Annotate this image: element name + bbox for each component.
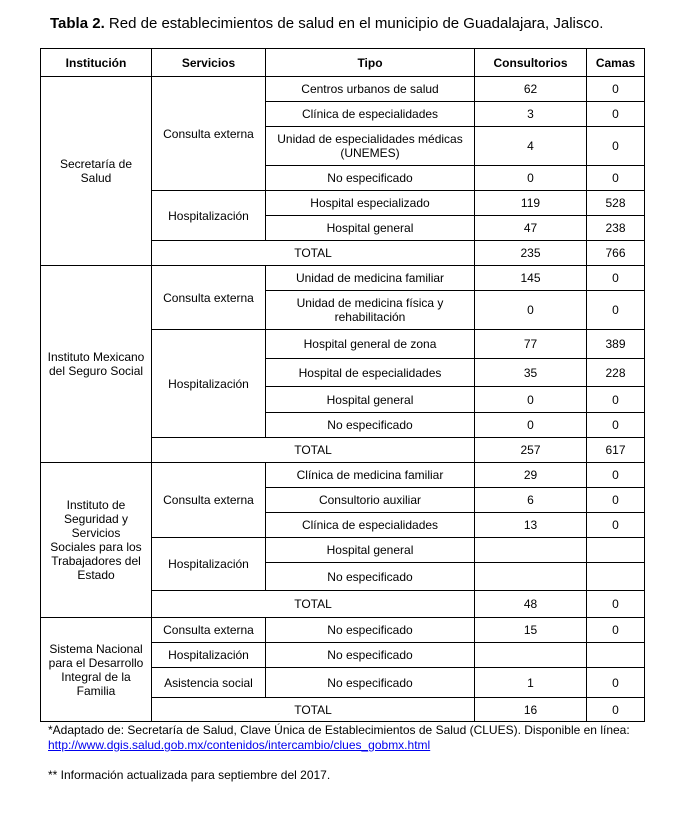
consultorios-cell: 0 bbox=[475, 413, 587, 438]
tipo-cell: No especificado bbox=[266, 618, 475, 643]
table-row bbox=[41, 266, 645, 291]
camas-cell: 528 bbox=[587, 191, 645, 216]
total-label: TOTAL bbox=[152, 591, 475, 618]
consultorios-cell: 3 bbox=[475, 102, 587, 127]
total-label: TOTAL bbox=[152, 241, 475, 266]
source-footnote bbox=[48, 723, 648, 753]
table-row bbox=[41, 618, 645, 643]
camas-cell: 0 bbox=[587, 513, 645, 538]
header-row bbox=[41, 49, 645, 77]
consultorios-cell: 15 bbox=[475, 618, 587, 643]
tipo-cell: Clínica de especialidades bbox=[266, 513, 475, 538]
tipo-cell: Hospital general bbox=[266, 387, 475, 413]
total-camas: 0 bbox=[587, 698, 645, 722]
service-cell: Hospitalización bbox=[152, 538, 266, 591]
tipo-cell: Hospital general bbox=[266, 538, 475, 563]
service-cell: Hospitalización bbox=[152, 643, 266, 668]
tipo-cell: No especificado bbox=[266, 166, 475, 191]
institution-cell: Sistema Nacional para el Desarrollo Integral de la Familia bbox=[41, 618, 152, 722]
consultorios-cell: 62 bbox=[475, 77, 587, 102]
camas-cell: 0 bbox=[587, 166, 645, 191]
table-row bbox=[41, 463, 645, 488]
service-cell: Consulta externa bbox=[152, 266, 266, 330]
camas-cell: 0 bbox=[587, 618, 645, 643]
tipo-cell: Hospital general bbox=[266, 216, 475, 241]
consultorios-cell: 0 bbox=[475, 166, 587, 191]
header-tipo: Tipo bbox=[266, 49, 475, 77]
total-consultorios: 16 bbox=[475, 698, 587, 722]
camas-cell: 0 bbox=[587, 668, 645, 698]
service-cell: Consulta externa bbox=[152, 463, 266, 538]
camas-cell: 0 bbox=[587, 387, 645, 413]
source-link[interactable]: http://www.dgis.salud.gob.mx/contenidos/intercambio/clues_gobmx.html bbox=[48, 738, 431, 752]
tipo-cell: Unidad de medicina física y rehabilitación bbox=[266, 291, 475, 330]
consultorios-cell bbox=[475, 563, 587, 591]
tipo-cell: No especificado bbox=[266, 643, 475, 668]
consultorios-cell bbox=[475, 538, 587, 563]
source-footnote-text: *Adaptado de: Secretaría de Salud, Clave Única de Establecimientos de Salud (CLUES). Disponible en línea: bbox=[48, 723, 630, 737]
consultorios-cell: 119 bbox=[475, 191, 587, 216]
header-consultorios: Consultorios bbox=[475, 49, 587, 77]
table-title bbox=[50, 15, 603, 32]
consultorios-cell: 35 bbox=[475, 359, 587, 387]
camas-cell: 0 bbox=[587, 127, 645, 166]
consultorios-cell: 47 bbox=[475, 216, 587, 241]
consultorios-cell: 0 bbox=[475, 291, 587, 330]
tipo-cell: Hospital de especialidades bbox=[266, 359, 475, 387]
consultorios-cell bbox=[475, 643, 587, 668]
camas-cell bbox=[587, 538, 645, 563]
camas-cell: 0 bbox=[587, 413, 645, 438]
camas-cell: 0 bbox=[587, 488, 645, 513]
camas-cell: 0 bbox=[587, 266, 645, 291]
tipo-cell: Hospital especializado bbox=[266, 191, 475, 216]
camas-cell: 0 bbox=[587, 77, 645, 102]
service-cell: Consulta externa bbox=[152, 77, 266, 191]
tipo-cell: No especificado bbox=[266, 563, 475, 591]
consultorios-cell: 29 bbox=[475, 463, 587, 488]
header-institucion: Institución bbox=[41, 49, 152, 77]
total-camas: 0 bbox=[587, 591, 645, 618]
consultorios-cell: 6 bbox=[475, 488, 587, 513]
total-label: TOTAL bbox=[152, 438, 475, 463]
tipo-cell: Unidad de medicina familiar bbox=[266, 266, 475, 291]
service-cell: Consulta externa bbox=[152, 618, 266, 643]
service-cell: Hospitalización bbox=[152, 330, 266, 438]
camas-cell: 0 bbox=[587, 102, 645, 127]
institution-cell: Instituto Mexicano del Seguro Social bbox=[41, 266, 152, 463]
tipo-cell: Hospital general de zona bbox=[266, 330, 475, 359]
tipo-cell: No especificado bbox=[266, 668, 475, 698]
total-consultorios: 48 bbox=[475, 591, 587, 618]
camas-cell: 238 bbox=[587, 216, 645, 241]
consultorios-cell: 0 bbox=[475, 387, 587, 413]
service-cell: Asistencia social bbox=[152, 668, 266, 698]
total-consultorios: 235 bbox=[475, 241, 587, 266]
health-establishments-table bbox=[40, 48, 645, 722]
institution-cell: Secretaría de Salud bbox=[41, 77, 152, 266]
table-title-label: Tabla 2. bbox=[50, 15, 105, 32]
header-camas: Camas bbox=[587, 49, 645, 77]
total-camas: 766 bbox=[587, 241, 645, 266]
tipo-cell: Centros urbanos de salud bbox=[266, 77, 475, 102]
service-cell: Hospitalización bbox=[152, 191, 266, 241]
consultorios-cell: 145 bbox=[475, 266, 587, 291]
consultorios-cell: 4 bbox=[475, 127, 587, 166]
header-servicios: Servicios bbox=[152, 49, 266, 77]
camas-cell: 0 bbox=[587, 291, 645, 330]
camas-cell: 0 bbox=[587, 463, 645, 488]
total-camas: 617 bbox=[587, 438, 645, 463]
total-consultorios: 257 bbox=[475, 438, 587, 463]
consultorios-cell: 77 bbox=[475, 330, 587, 359]
tipo-cell: Unidad de especialidades médicas (UNEMES) bbox=[266, 127, 475, 166]
consultorios-cell: 13 bbox=[475, 513, 587, 538]
camas-cell bbox=[587, 643, 645, 668]
table-row bbox=[41, 77, 645, 102]
camas-cell: 228 bbox=[587, 359, 645, 387]
tipo-cell: Clínica de especialidades bbox=[266, 102, 475, 127]
total-label: TOTAL bbox=[152, 698, 475, 722]
consultorios-cell: 1 bbox=[475, 668, 587, 698]
tipo-cell: Clínica de medicina familiar bbox=[266, 463, 475, 488]
update-footnote: ** Información actualizada para septiembre del 2017. bbox=[48, 768, 331, 782]
tipo-cell: Consultorio auxiliar bbox=[266, 488, 475, 513]
table-title-text: Red de establecimientos de salud en el municipio de Guadalajara, Jalisco. bbox=[104, 15, 604, 32]
institution-cell: Instituto de Seguridad y Servicios Sociales para los Trabajadores del Estado bbox=[41, 463, 152, 618]
camas-cell: 389 bbox=[587, 330, 645, 359]
tipo-cell: No especificado bbox=[266, 413, 475, 438]
camas-cell bbox=[587, 563, 645, 591]
